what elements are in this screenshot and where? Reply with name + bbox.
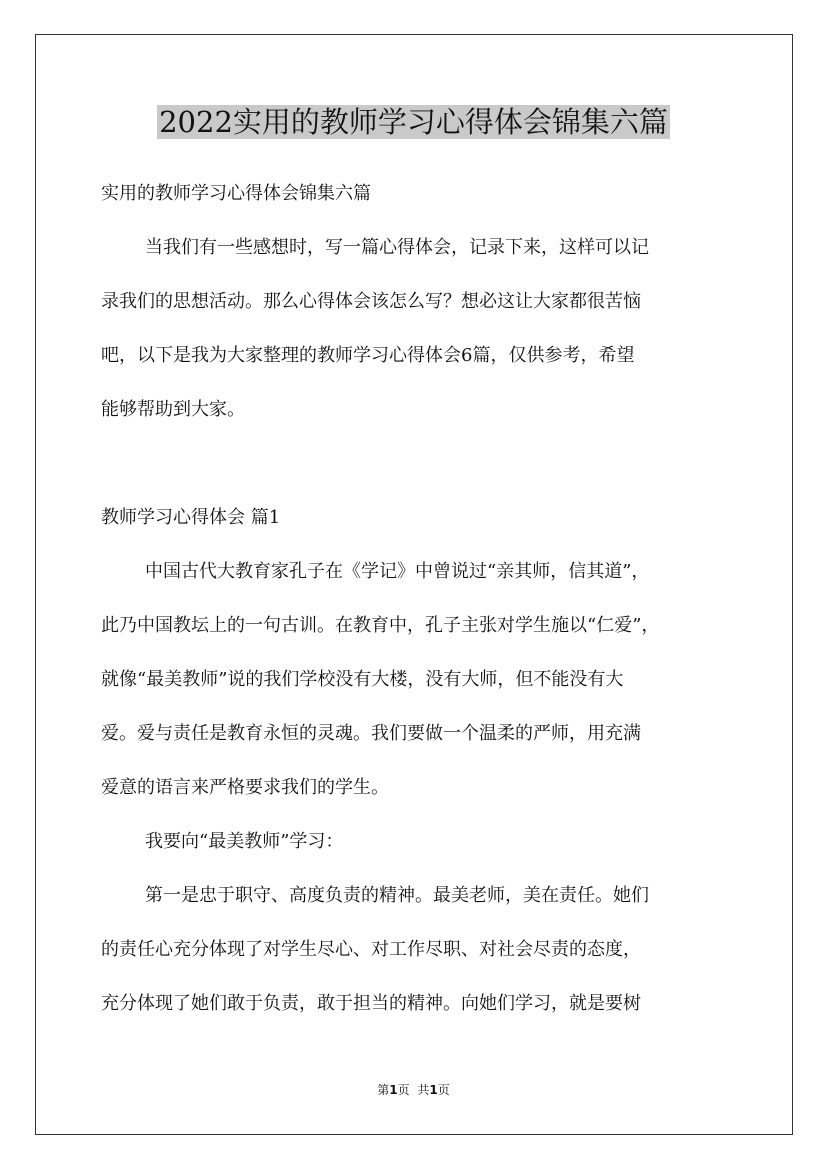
section-line-3: 就像“最美教师”说的我们学校没有大楼，没有大师，但不能没有大 xyxy=(101,669,624,690)
document-title xyxy=(0,100,827,144)
footer-page-number: 1 xyxy=(389,1083,398,1097)
section-line-1: 中国古代大教育家孔子在《学记》中曾说过“亲其师，信其道”， xyxy=(145,561,650,582)
intro-line-1: 当我们有一些感想时，写一篇心得体会，记录下来，这样可以记 xyxy=(145,237,649,258)
intro-line-3: 吧，以下是我为大家整理的教师学习心得体会6篇，仅供参考，希望 xyxy=(101,345,635,366)
document-subtitle: 实用的教师学习心得体会锦集六篇 xyxy=(101,183,371,204)
footer-page-prefix: 第 xyxy=(377,1083,390,1097)
intro-line-2: 录我们的思想活动。那么心得体会该怎么写？想必这让大家都很苦恼 xyxy=(101,291,641,312)
section-line-8: 的责任心充分体现了对学生尽心、对工作尽职、对社会尽责的态度， xyxy=(101,939,641,960)
section-line-6: 我要向“最美教师”学习： xyxy=(145,831,344,852)
document-title-text: 2022实用的教师学习心得体会锦集六篇 xyxy=(159,105,668,139)
intro-line-4: 能够帮助到大家。 xyxy=(101,399,245,420)
footer-page-suffix: 页 xyxy=(397,1083,410,1097)
section-heading: 教师学习心得体会 篇1 xyxy=(101,507,281,528)
section-line-7: 第一是忠于职守、高度负责的精神。最美老师，美在责任。她们 xyxy=(145,885,649,906)
section-line-4: 爱。爱与责任是教育永恒的灵魂。我们要做一个温柔的严师，用充满 xyxy=(101,723,641,744)
section-line-5: 爱意的语言来严格要求我们的学生。 xyxy=(101,777,389,798)
footer-total-prefix: 共 xyxy=(417,1083,430,1097)
section-line-9: 充分体现了她们敢于负责，敢于担当的精神。向她们学习，就是要树 xyxy=(101,993,641,1014)
footer-total-pages: 1 xyxy=(429,1083,438,1097)
footer-total-suffix: 页 xyxy=(437,1083,450,1097)
page-footer xyxy=(0,1082,827,1098)
section-line-2: 此乃中国教坛上的一句古训。在教育中，孔子主张对学生施以“仁爱”， xyxy=(101,615,660,636)
